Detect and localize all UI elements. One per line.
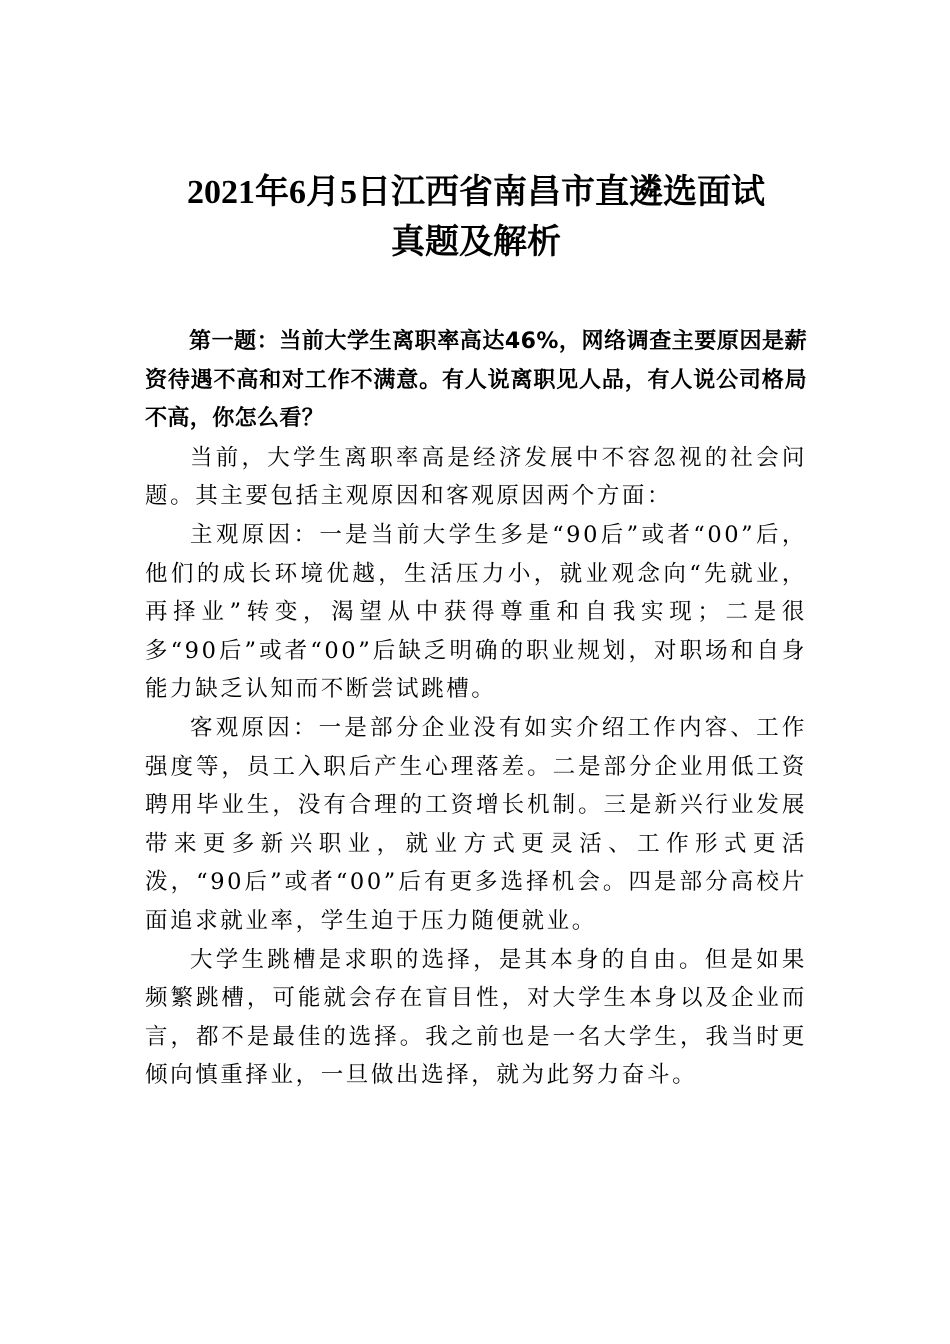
title-line-1: 2021年6月5日江西省南昌市直遴选面试 (187, 174, 765, 211)
document-title (145, 168, 807, 268)
objective-reasons-paragraph: 客观原因：一是部分企业没有如实介绍工作内容、工作强度等，员工入职后产生心理落差。二是部分企业用低工资聘用毕业生，没有合理的工资增长机制。三是新兴行业发展带来更多新兴职业，就业方式更灵活、工作形式更活泼，“90后”或者“00”后有更多选择机会。四是部分高校片面追求就业率，学生迫于压力随便就业。 (145, 714, 807, 934)
document-body (145, 323, 807, 1095)
subjective-reasons-paragraph: 主观原因：一是当前大学生多是“90后”或者“00”后，他们的成长环境优越，生活压力小，就业观念向“先就业，再择业”转变，渴望从中获得尊重和自我实现；二是很多“90后”或者“00”后缺乏明确的职业规划，对职场和自身能力缺乏认知而不断尝试跳槽。 (145, 521, 807, 703)
title-line-2: 真题及解析 (391, 224, 561, 261)
intro-paragraph: 当前，大学生离职率高是经济发展中不容忽视的社会问题。其主要包括主观原因和客观原因两个方面： (145, 444, 807, 510)
question-paragraph: 第一题：当前大学生离职率高达46%，网络调查主要原因是薪资待遇不高和对工作不满意。有人说离职见人品，有人说公司格局不高，你怎么看？ (145, 329, 807, 432)
conclusion-paragraph: 大学生跳槽是求职的选择，是其本身的自由。但是如果频繁跳槽，可能就会存在盲目性，对大学生本身以及企业而言，都不是最佳的选择。我之前也是一名大学生，我当时更倾向慎重择业，一旦做出选择，就为此努力奋斗。 (145, 946, 807, 1089)
